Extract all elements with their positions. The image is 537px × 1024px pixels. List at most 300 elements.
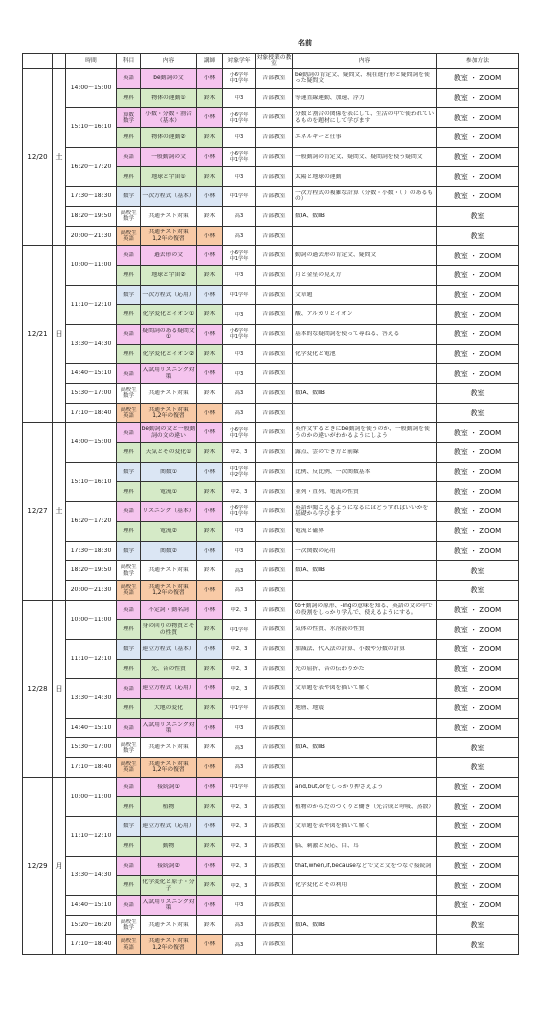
time-text: 18:20～19:50 bbox=[70, 212, 112, 219]
course-text: 一般動詞の文 bbox=[151, 153, 186, 160]
schedule-row bbox=[23, 462, 519, 482]
room-text: 吉部教室 bbox=[262, 842, 286, 849]
course-cell bbox=[141, 876, 197, 896]
content-cell bbox=[293, 108, 437, 128]
subject-text: 数学 bbox=[123, 547, 134, 554]
course-cell bbox=[141, 777, 197, 797]
subject-text: 高校生 数学 bbox=[120, 741, 137, 754]
content-cell bbox=[293, 88, 437, 108]
room-text: 吉部教室 bbox=[262, 488, 286, 495]
room-cell bbox=[256, 699, 293, 719]
course-cell bbox=[141, 443, 197, 463]
schedule-row bbox=[23, 246, 519, 266]
grade-cell bbox=[223, 659, 256, 679]
subject-text: 数学 bbox=[123, 646, 134, 653]
room-cell bbox=[256, 324, 293, 344]
method-text: 教室 bbox=[470, 212, 485, 221]
teacher-cell bbox=[197, 659, 223, 679]
grade-cell bbox=[223, 738, 256, 758]
teacher-text: 鈴木 bbox=[203, 567, 216, 574]
course-cell bbox=[141, 580, 197, 600]
grade-cell bbox=[223, 620, 256, 640]
time-text: 15:20～16:20 bbox=[70, 921, 112, 928]
grade-cell bbox=[223, 324, 256, 344]
course-text: 不定詞・動名詞 bbox=[148, 606, 189, 613]
method-cell bbox=[437, 738, 519, 758]
room-text: 吉部教室 bbox=[262, 705, 286, 712]
content-text: 一次関数の応用 bbox=[295, 547, 336, 554]
content-cell bbox=[293, 561, 437, 581]
course-text: 共通テスト対策 bbox=[148, 212, 189, 219]
room-text: 吉部教室 bbox=[262, 783, 286, 790]
grade-text: 中3 bbox=[234, 311, 244, 318]
schedule-row bbox=[23, 600, 519, 620]
weekday-cell bbox=[53, 777, 66, 954]
content-text: 露点、雲のでき方と前線 bbox=[295, 449, 359, 456]
subject-cell bbox=[117, 265, 141, 285]
room-cell bbox=[256, 738, 293, 758]
content-text: 並列・直列、電流の性質 bbox=[295, 488, 359, 495]
method-cell bbox=[437, 285, 519, 305]
content-cell bbox=[293, 600, 437, 620]
header-course: 内容 bbox=[141, 54, 197, 69]
subject-text: 数学 bbox=[123, 193, 134, 200]
method-cell bbox=[437, 364, 519, 384]
grade-cell bbox=[223, 246, 256, 266]
content-cell bbox=[293, 423, 437, 443]
method-text: 教室 ・ ZOOM bbox=[453, 428, 502, 437]
time-cell bbox=[66, 856, 117, 895]
content-text: 基本的な疑問詞を使って尋ねる、答える bbox=[295, 331, 400, 338]
content-text: 文章題を表や図を描いて解く bbox=[295, 685, 371, 692]
subject-text: 高校生 数学 bbox=[120, 918, 137, 931]
content-cell bbox=[293, 620, 437, 640]
grade-cell bbox=[223, 344, 256, 364]
method-cell bbox=[437, 265, 519, 285]
subject-text: 理科 bbox=[123, 882, 134, 889]
course-text: 共通テスト対策 1,2年の復習 bbox=[148, 760, 189, 774]
course-cell bbox=[141, 482, 197, 502]
content-text: 分数と割合の関係を表にして、生活の中で使われているものを題材にして学びます bbox=[295, 111, 435, 124]
method-text: 教室 ・ ZOOM bbox=[453, 684, 502, 693]
room-cell bbox=[256, 246, 293, 266]
subject-cell bbox=[117, 305, 141, 325]
teacher-text: 鈴木 bbox=[203, 449, 216, 456]
subject-text: 理科 bbox=[123, 626, 134, 633]
subject-text: 数学 bbox=[123, 823, 134, 830]
course-cell bbox=[141, 324, 197, 344]
course-cell bbox=[141, 659, 197, 679]
course-text: 化学変化と原子・分子 bbox=[142, 879, 195, 892]
teacher-cell bbox=[197, 876, 223, 896]
time-text: 10:00～11:00 bbox=[70, 262, 112, 269]
subject-text: 英語 bbox=[123, 75, 134, 82]
time-cell bbox=[66, 403, 117, 423]
course-text: 共通テスト対策 bbox=[148, 744, 189, 751]
teacher-text: 小林 bbox=[203, 724, 216, 731]
teacher-cell bbox=[197, 69, 223, 89]
teacher-text: 小林 bbox=[203, 764, 216, 771]
time-text: 16:20～17:20 bbox=[70, 163, 112, 170]
teacher-cell bbox=[197, 423, 223, 443]
time-cell bbox=[66, 324, 117, 363]
subject-cell bbox=[117, 620, 141, 640]
course-text: 共通テスト対策 1,2年の復習 bbox=[148, 938, 189, 951]
teacher-text: 鈴木 bbox=[203, 527, 216, 534]
grade-text: 中3 bbox=[234, 173, 244, 180]
content-cell bbox=[293, 817, 437, 837]
method-text: 教室 ・ ZOOM bbox=[453, 468, 502, 477]
teacher-text: 小林 bbox=[203, 547, 216, 554]
room-text: 吉部教室 bbox=[262, 646, 286, 653]
room-cell bbox=[256, 305, 293, 325]
subject-cell bbox=[117, 443, 141, 463]
grade-text: 小6学年 中1学年 bbox=[229, 111, 249, 124]
course-cell bbox=[141, 423, 197, 443]
content-text: 太陽と地球の運動 bbox=[295, 173, 342, 180]
method-text: 教室 bbox=[470, 743, 485, 752]
subject-cell bbox=[117, 777, 141, 797]
header-teacher: 講師 bbox=[197, 54, 223, 69]
content-cell bbox=[293, 856, 437, 876]
course-cell bbox=[141, 246, 197, 266]
grade-cell bbox=[223, 128, 256, 148]
course-cell bbox=[141, 344, 197, 364]
method-text: 教室 ・ ZOOM bbox=[453, 527, 502, 536]
method-cell bbox=[437, 167, 519, 187]
course-text: 入試用リスニング対策 bbox=[142, 721, 195, 735]
content-text: 脳、刺激と反応、目、耳 bbox=[295, 842, 359, 849]
method-text: 教室 bbox=[470, 409, 485, 418]
grade-cell bbox=[223, 423, 256, 443]
grade-text: 中2、3 bbox=[230, 488, 248, 495]
subject-text: 英語 bbox=[123, 429, 134, 436]
subject-text: 数学 bbox=[123, 291, 134, 298]
schedule-row bbox=[23, 502, 519, 522]
course-text: 一次方程式（基本） bbox=[142, 193, 195, 200]
course-cell bbox=[141, 364, 197, 384]
schedule-row bbox=[23, 718, 519, 738]
subject-cell bbox=[117, 324, 141, 344]
course-text: 地球と宇宙② bbox=[151, 271, 186, 278]
time-cell bbox=[66, 147, 117, 186]
method-text: 教室 ・ ZOOM bbox=[453, 94, 502, 103]
schedule-body bbox=[23, 69, 519, 955]
teacher-cell bbox=[197, 935, 223, 955]
room-text: 吉部教室 bbox=[262, 685, 286, 692]
teacher-cell bbox=[197, 502, 223, 522]
grade-cell bbox=[223, 817, 256, 837]
subject-cell bbox=[117, 167, 141, 187]
room-text: 吉部教室 bbox=[262, 173, 286, 180]
time-cell bbox=[66, 895, 117, 915]
content-cell bbox=[293, 521, 437, 541]
room-cell bbox=[256, 462, 293, 482]
teacher-text: 小林 bbox=[203, 291, 216, 298]
teacher-cell bbox=[197, 521, 223, 541]
schedule-row bbox=[23, 935, 519, 955]
teacher-text: 鈴木 bbox=[203, 350, 216, 357]
content-cell bbox=[293, 384, 437, 404]
course-cell bbox=[141, 69, 197, 89]
course-text: 共通テスト対策 1,2年の復習 bbox=[148, 229, 189, 242]
course-text: 連立方程式（応用） bbox=[142, 685, 195, 692]
grade-text: 中1学年 bbox=[229, 626, 249, 633]
subject-cell bbox=[117, 502, 141, 522]
teacher-text: 小林 bbox=[203, 331, 216, 338]
teacher-cell bbox=[197, 895, 223, 915]
room-cell bbox=[256, 384, 293, 404]
content-text: 英作文するときにbe動詞を使うのか、一般動詞を使うのかの違いがわかるようにしよう bbox=[295, 426, 430, 439]
time-cell bbox=[66, 580, 117, 600]
teacher-cell bbox=[197, 305, 223, 325]
course-cell bbox=[141, 935, 197, 955]
grade-cell bbox=[223, 580, 256, 600]
course-cell bbox=[141, 817, 197, 837]
grade-cell bbox=[223, 167, 256, 187]
schedule-row bbox=[23, 108, 519, 128]
subject-cell bbox=[117, 541, 141, 561]
room-cell bbox=[256, 659, 293, 679]
time-cell bbox=[66, 561, 117, 581]
time-text: 14:00～15:00 bbox=[70, 84, 112, 91]
room-text: 吉部教室 bbox=[262, 882, 286, 889]
time-text: 11:10～12:10 bbox=[70, 655, 112, 662]
header-weekday bbox=[53, 54, 66, 69]
teacher-cell bbox=[197, 561, 223, 581]
content-text: and,but,orをしっかり押さえよう bbox=[295, 783, 384, 790]
teacher-text: 鈴木 bbox=[203, 94, 216, 101]
time-text: 15:10～16:10 bbox=[70, 478, 112, 485]
subject-cell bbox=[117, 147, 141, 167]
subject-cell bbox=[117, 187, 141, 207]
grade-text: 中3 bbox=[234, 350, 244, 357]
room-cell bbox=[256, 128, 293, 148]
content-text: 地層、地震 bbox=[295, 705, 324, 712]
grade-cell bbox=[223, 856, 256, 876]
method-text: 教室 ・ ZOOM bbox=[453, 330, 502, 339]
subject-cell bbox=[117, 226, 141, 246]
course-cell bbox=[141, 758, 197, 778]
content-cell bbox=[293, 443, 437, 463]
method-text: 教室 ・ ZOOM bbox=[453, 704, 502, 713]
room-text: 吉部教室 bbox=[262, 547, 286, 554]
subject-text: 英語 bbox=[123, 153, 134, 160]
grade-text: 高3 bbox=[234, 764, 244, 771]
teacher-text: 小林 bbox=[203, 586, 216, 593]
method-cell bbox=[437, 836, 519, 856]
method-cell bbox=[437, 561, 519, 581]
course-text: 大地の変化 bbox=[154, 705, 183, 712]
subject-text: 英語 bbox=[123, 862, 134, 869]
grade-cell bbox=[223, 639, 256, 659]
subject-text: 理科 bbox=[123, 803, 134, 810]
method-cell bbox=[437, 187, 519, 207]
subject-text: 理科 bbox=[123, 528, 134, 535]
room-cell bbox=[256, 521, 293, 541]
method-text: 教室 ・ ZOOM bbox=[453, 783, 502, 792]
time-text: 11:10～12:10 bbox=[70, 833, 112, 840]
content-cell bbox=[293, 265, 437, 285]
header-content: 内容 bbox=[293, 54, 437, 69]
room-text: 吉部教室 bbox=[262, 331, 286, 338]
teacher-cell bbox=[197, 580, 223, 600]
date-cell bbox=[23, 246, 53, 423]
content-cell bbox=[293, 659, 437, 679]
grade-text: 高3 bbox=[234, 390, 244, 397]
grade-text: 高3 bbox=[234, 921, 244, 928]
room-cell bbox=[256, 817, 293, 837]
course-cell bbox=[141, 561, 197, 581]
grade-text: 中2、3 bbox=[230, 803, 248, 810]
grade-text: 中2、3 bbox=[230, 665, 248, 672]
subject-text: 理科 bbox=[123, 705, 134, 712]
teacher-cell bbox=[197, 206, 223, 226]
content-cell bbox=[293, 147, 437, 167]
header-method: 参加方法 bbox=[437, 54, 519, 69]
room-cell bbox=[256, 580, 293, 600]
time-text: 17:10～18:40 bbox=[70, 941, 112, 948]
method-cell bbox=[437, 443, 519, 463]
method-cell bbox=[437, 147, 519, 167]
teacher-text: 鈴木 bbox=[203, 212, 216, 219]
subject-text: 高校生 英語 bbox=[120, 938, 137, 951]
content-cell bbox=[293, 206, 437, 226]
header-time: 時間 bbox=[66, 54, 117, 69]
grade-cell bbox=[223, 777, 256, 797]
grade-cell bbox=[223, 265, 256, 285]
course-cell bbox=[141, 128, 197, 148]
room-cell bbox=[256, 777, 293, 797]
time-cell bbox=[66, 246, 117, 285]
subject-cell bbox=[117, 69, 141, 89]
content-text: 数ⅠA、数ⅡB bbox=[295, 744, 325, 751]
room-cell bbox=[256, 147, 293, 167]
room-text: 吉部教室 bbox=[262, 212, 286, 219]
content-cell bbox=[293, 639, 437, 659]
method-cell bbox=[437, 876, 519, 896]
grade-cell bbox=[223, 895, 256, 915]
course-text: 共通テスト対策 bbox=[148, 567, 189, 574]
method-text: 教室 bbox=[470, 920, 485, 929]
schedule-table bbox=[22, 53, 519, 955]
grade-cell bbox=[223, 699, 256, 719]
grade-text: 高3 bbox=[234, 213, 244, 220]
subject-text: 英語 bbox=[123, 252, 134, 259]
subject-cell bbox=[117, 600, 141, 620]
teacher-text: 鈴木 bbox=[203, 390, 216, 397]
time-text: 14:00～15:00 bbox=[70, 439, 112, 446]
subject-cell bbox=[117, 876, 141, 896]
content-cell bbox=[293, 285, 437, 305]
schedule-row bbox=[23, 285, 519, 305]
teacher-text: 小林 bbox=[203, 685, 216, 692]
room-text: 吉部教室 bbox=[262, 429, 286, 436]
room-text: 吉部教室 bbox=[262, 921, 286, 928]
time-cell bbox=[66, 187, 117, 207]
teacher-text: 小林 bbox=[203, 232, 216, 239]
grade-text: 小6学年 中1学年 bbox=[229, 151, 249, 164]
course-text: 連立方程式（応用） bbox=[142, 823, 195, 830]
teacher-text: 小林 bbox=[203, 193, 216, 200]
course-cell bbox=[141, 167, 197, 187]
room-text: 吉部教室 bbox=[262, 370, 286, 377]
content-text: 文章題を表や図を描いて解く bbox=[295, 823, 371, 830]
teacher-text: 小林 bbox=[203, 862, 216, 869]
time-cell bbox=[66, 108, 117, 147]
time-cell bbox=[66, 285, 117, 324]
course-text: 一次方程式（応用） bbox=[142, 291, 195, 298]
method-cell bbox=[437, 718, 519, 738]
schedule-row bbox=[23, 777, 519, 797]
grade-cell bbox=[223, 935, 256, 955]
subject-cell bbox=[117, 88, 141, 108]
time-text: 16:20～17:20 bbox=[70, 518, 112, 525]
content-cell bbox=[293, 541, 437, 561]
content-text: 電流と磁界 bbox=[295, 527, 324, 534]
course-cell bbox=[141, 226, 197, 246]
schedule-row bbox=[23, 403, 519, 423]
course-cell bbox=[141, 836, 197, 856]
content-text: 化学変化とその利用 bbox=[295, 882, 348, 889]
content-cell bbox=[293, 187, 437, 207]
schedule-row bbox=[23, 206, 519, 226]
teacher-cell bbox=[197, 384, 223, 404]
subject-text: 高校生 数学 bbox=[120, 564, 137, 577]
room-cell bbox=[256, 265, 293, 285]
room-text: 吉部教室 bbox=[262, 803, 286, 810]
course-text: 共通テスト対策 1,2年の復習 bbox=[148, 583, 189, 597]
course-text: 化学変化とイオン② bbox=[142, 350, 195, 357]
teacher-cell bbox=[197, 226, 223, 246]
subject-cell bbox=[117, 699, 141, 719]
teacher-text: 鈴木 bbox=[203, 488, 216, 495]
content-cell bbox=[293, 502, 437, 522]
room-cell bbox=[256, 482, 293, 502]
content-cell bbox=[293, 718, 437, 738]
teacher-cell bbox=[197, 265, 223, 285]
method-text: 教室 ・ ZOOM bbox=[453, 369, 502, 378]
subject-cell bbox=[117, 639, 141, 659]
course-text: 植物 bbox=[162, 803, 175, 810]
teacher-text: 小林 bbox=[203, 75, 216, 82]
method-text: 教室 ・ ZOOM bbox=[453, 349, 502, 358]
date-cell bbox=[23, 777, 53, 954]
time-cell bbox=[66, 758, 117, 778]
time-text: 17:30～18:30 bbox=[70, 193, 112, 200]
course-cell bbox=[141, 521, 197, 541]
method-cell bbox=[437, 344, 519, 364]
room-cell bbox=[256, 600, 293, 620]
room-text: 吉部教室 bbox=[262, 764, 286, 771]
method-text: 教室 ・ ZOOM bbox=[453, 192, 502, 201]
content-cell bbox=[293, 915, 437, 935]
teacher-text: 小林 bbox=[203, 153, 216, 160]
grade-text: 高3 bbox=[234, 941, 244, 948]
room-text: 吉部教室 bbox=[262, 449, 286, 456]
grade-cell bbox=[223, 797, 256, 817]
content-cell bbox=[293, 699, 437, 719]
grade-cell bbox=[223, 541, 256, 561]
grade-text: 中2、3 bbox=[230, 862, 248, 869]
method-text: 教室 bbox=[470, 763, 485, 772]
time-text: 15:30～17:00 bbox=[70, 744, 112, 751]
room-cell bbox=[256, 679, 293, 699]
teacher-text: 鈴木 bbox=[203, 173, 216, 180]
content-cell bbox=[293, 797, 437, 817]
subject-cell bbox=[117, 895, 141, 915]
subject-cell bbox=[117, 561, 141, 581]
